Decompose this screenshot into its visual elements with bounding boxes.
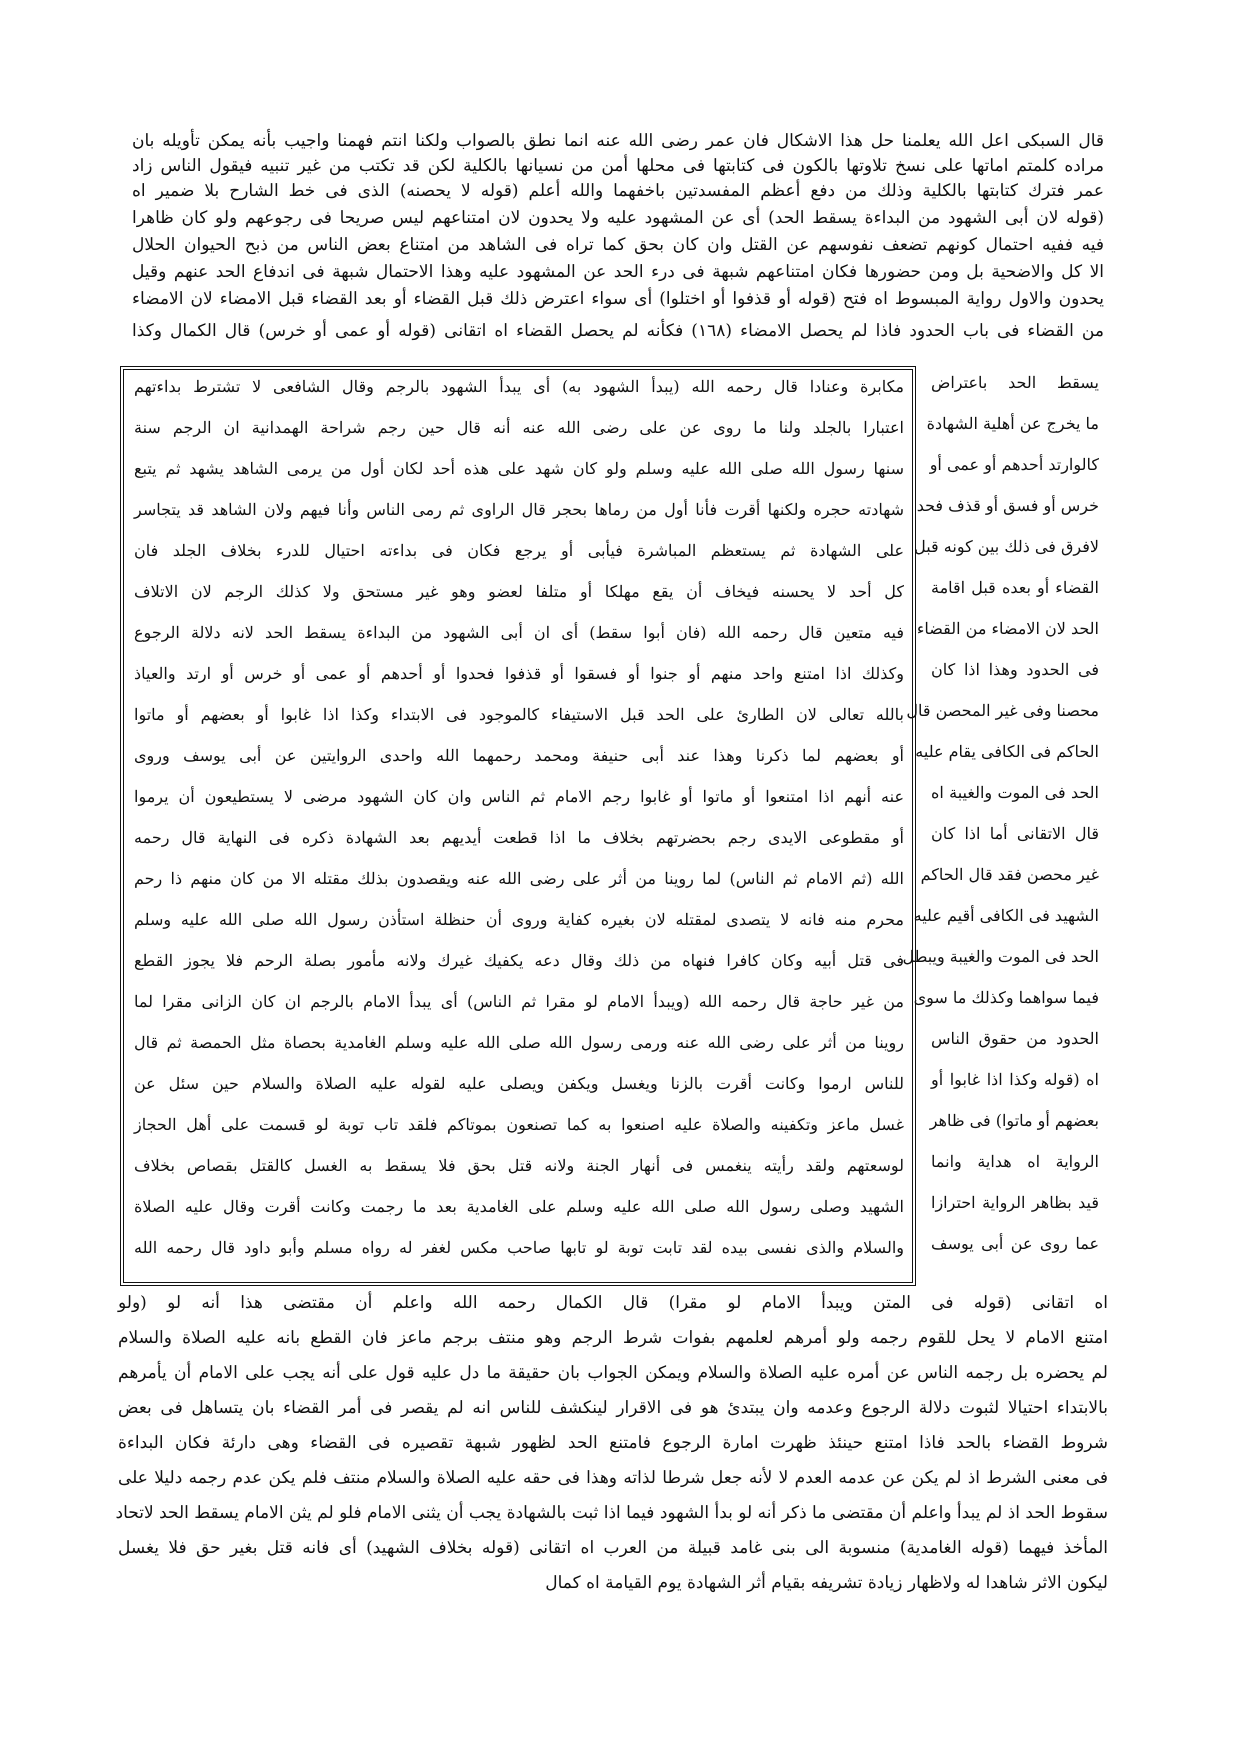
margin-note-line: عما روى عن أبى يوسف: [931, 1234, 1099, 1253]
main-text-line: للناس ارموا وكانت أقرت بالزنا ويغسل ويكفن ويصلى عليه لقوله عليه الصلاة والسلام حين سئل عن: [134, 1074, 905, 1093]
main-text-line: فيه متعين قال رحمه الله (فان أبوا سقط) أى ان أبى الشهود من البداءة يسقط الحد لانه دلالة الرجوع: [134, 623, 904, 642]
margin-note-line: خرس أو فسق أو قذف فحد: [916, 496, 1099, 515]
margin-note-line: الحدود من حقوق الناس: [931, 1029, 1099, 1048]
main-text-line: بالله تعالى لان الطارئ على الحد قبل الاستيفاء كالموجود فى الابتداء وكذا اذا غابوا أو بعضهم أو ماتوا: [134, 705, 904, 724]
main-text-line: عنه أنهم اذا امتنعوا أو ماتوا أو غابوا رجم الامام ثم الناس وان كان الشهود مرضى لا يستطيعون أن يرموا: [134, 787, 904, 806]
commentary-line: عمر فترك كتابتها بالكلية وذلك من دفع أعظم المفسدتين باخفهما والله أعلم (قوله لا يحصنه) الذى فى خط الشارح بلا ضمير اه: [132, 181, 1104, 201]
commentary-line: سقوط الحد اذ لم يبدأ واعلم أن مقتضى ما ذكر أنه لو بدأ الشهود فيما اذا ثبت بالشهادة يجب أن يثنى الامام فلو لم يثن الامام يسقط الحد لاتحاد: [115, 1503, 1108, 1523]
margin-note-line: محصنا وفى غير المحصن قال: [906, 701, 1099, 720]
main-text-line: أو مقطوعى الايدى رجم بحضرتهم بخلاف ما اذا قطعت أيديهم بعد الشهادة ذكره فى النهاية قال رحمه: [134, 828, 904, 847]
margin-note-line: الحاكم فى الكافى يقام عليه: [915, 742, 1099, 761]
margin-note-line: غير محصن فقد قال الحاكم: [920, 865, 1099, 884]
margin-note-line: ما يخرج عن أهلية الشهادة: [926, 414, 1099, 433]
main-text-line: من غير حاجة قال رحمه الله (ويبدأ الامام لو مقرا ثم الناس) أى يبدأ الامام بالرجم ان كان الزانى مقرا لما: [134, 992, 904, 1011]
main-text-line: شهادته حجره ولكنها أقرت فأنا أول من رماها بحجر قال الراوى ثم رمى الناس وأنا فيهم ولان الشاهد قد يتجاسر: [134, 500, 904, 519]
main-text-line: على الشهادة ثم يستعظم المباشرة فيأبى أو يرجع فكان فى بداءته احتيال للدرء بخلاف الجلد فان: [134, 541, 904, 560]
commentary-line: مراده كلمتم اماتها على نسخ تلاوتها بالكون فى كتابتها فى محلها أمن من نسيانها بالكلية لكن قد تكتب من غير تنبيه فيقول الناس زاد: [132, 156, 1104, 176]
commentary-line: اه اتقانى (قوله فى المتن ويبدأ الامام لو مقرا) قال الكمال رحمه الله واعلم أن مقتضى هذا أنه لو (ولو: [118, 1293, 1108, 1313]
main-text-line: وكذلك اذا امتنع واحد منهم أو جنوا أو فسقوا أو قذفوا فحدوا أو أحدهم أو عمى أو خرس أو ارتد والعياذ: [134, 664, 904, 683]
margin-note-line: يسقط الحد باعتراض: [931, 373, 1099, 392]
margin-note-line: بعضهم أو ماتوا) فى ظاهر: [929, 1111, 1099, 1130]
main-text-line: كل أحد لا يحسنه فيخاف أن يقع مهلكا أو متلفا لعضو وهو غير مستحق ولا كذلك الرجم لان الاتلاف: [134, 582, 905, 601]
commentary-line: امتنع الامام لا يحل للقوم رجمه ولو أمرهم لعلمهم بفوات شرط الرجم وهو منتف برجم ماعز فان القطع بانه عليه الصلاة والسلام: [118, 1328, 1108, 1348]
margin-note-line: الحد فى الموت والغيبة ويبطل: [902, 947, 1099, 966]
main-text-frame: [120, 366, 916, 1286]
main-text-line: والسلام والذى نفسى بيده لقد تابت توبة لو تابها صاحب مكس لغفر له رواه مسلم وأبو داود قال رحمه الله: [134, 1238, 904, 1257]
commentary-line: بالابتداء احتيالا لثبوت دلالة الرجوع وعدمه وان يبتدئ هو فى الاقرار لينكشف للناس انه لم يقصر فى أمر القضاء بان يتساهل فى بعض: [118, 1398, 1108, 1418]
commentary-line: فى معنى الشرط اذ لم يكن عن عدمه العدم لا لأنه جعل شرطا لذاته وهذا فى حقه عليه الصلاة والسلام منتف فلم يكن عدم رجمه دليلا على: [118, 1468, 1108, 1488]
margin-note-line: فى الحدود وهذا اذا كان: [931, 660, 1099, 679]
main-text-line: الشهيد وصلى رسول الله صلى الله عليه وسلم على الغامدية بعد ما رجمت وكانت أقرت وقال عليه الصلاة: [134, 1197, 904, 1216]
commentary-line: الا كل والاضحية بل ومن حضورها فكان امتناعهم شبهة فى درء الحد عن المشهود عليه وهذا الاحتمال شبهة فى اندفاع الحد عنهم وقيل: [132, 262, 1104, 282]
main-text-line: محرم منه فانه لا يتصدى لمقتله لان بغيره كفاية وروى أن حنظلة استأذن رسول الله صلى الله عليه وسلم: [134, 910, 904, 929]
commentary-line: ليكون الاثر شاهدا له ولاظهار زيادة تشريفه بقيام أثر الشهادة يوم القيامة اه كمال: [545, 1573, 1108, 1593]
main-text-line: سنها رسول الله صلى الله عليه وسلم ولو كان شهد على هذه أحد لكان أول من يرمى الشاهد يشهد ثم يتبع: [134, 459, 904, 478]
margin-note-line: الرواية اه هداية وانما: [931, 1152, 1099, 1171]
margin-note-line: قيد بظاهر الرواية احترازا: [931, 1193, 1099, 1212]
main-text-line: الله (ثم الامام ثم الناس) لما روينا من أثر على رضى الله عنه ويقصدون بذلك مقتله الا من كان منهم ذا رحم: [134, 869, 904, 888]
margin-note-line: الشهيد فى الكافى أقيم عليه: [913, 906, 1099, 925]
commentary-line: (قوله لان أبى الشهود من البداءة يسقط الحد) أى عن المشهود عليه ولا يحدون لان امتناعهم ليس صريحا فى رجوعهم ولو كان ظاهرا: [132, 208, 1104, 228]
main-text-line: لوسعتهم ولقد رأيته ينغمس فى أنهار الجنة ولانه قتل بحق فلا يسقط به الغسل كالقتل بقصاص بخلاف: [134, 1156, 904, 1175]
main-text-line: مكابرة وعنادا قال رحمه الله (يبدأ الشهود به) أى يبدأ الشهود بالرجم وقال الشافعى لا تشترط بداءتهم: [134, 377, 904, 396]
main-text-line: أو بعضهم لما ذكرنا وهذا عند أبى حنيفة ومحمد رحمهما الله واحدى الروايتين عن أبى يوسف وروى: [134, 746, 904, 765]
margin-note-line: كالوارتد أحدهم أو عمى أو: [929, 455, 1099, 474]
margin-note-line: القضاء أو بعده قبل اقامة: [931, 578, 1099, 597]
margin-note-line: فيما سواهما وكذلك ما سوى: [913, 988, 1099, 1007]
commentary-line: لم يحضره بل رجمه الناس عن أمره عليه الصلاة والسلام ويمكن الجواب بان حقيقة ما دل عليه قول على أنه يجب على الامام أن يأمرهم: [118, 1363, 1108, 1383]
main-text-line: غسل ماعز وتكفينه والصلاة عليه اصنعوا به كما تصنعون بموتاكم فلقد تاب توبة لو قسمت على أهل الحجاز: [134, 1115, 904, 1134]
margin-note-line: الحد فى الموت والغيبة اه: [931, 783, 1099, 802]
margin-note-line: لافرق فى ذلك بين كونه قبل: [914, 537, 1099, 556]
margin-note-line: الحد لان الامضاء من القضاء: [916, 619, 1099, 638]
margin-note-line: قال الاتقانى أما اذا كان: [931, 824, 1099, 843]
commentary-line: من القضاء فى باب الحدود فاذا لم يحصل الامضاء (١٦٨) فكأنه لم يحصل القضاء اه اتقانى (قوله أو عمى أو خرس) قال الكمال وكذا: [132, 321, 1104, 341]
commentary-line: قال السبكى اعل الله يعلمنا حل هذا الاشكال فان عمر رضى الله عنه انما نطق بالصواب ولكنا انتم فهمنا واجيب بأنه يمكن تأويله بان: [132, 131, 1104, 151]
commentary-line: فيه ففيه احتمال كونهم تضعف نفوسهم عن القتل وان كان بحق كما تراه فى الشاهد من امتناع بعض الناس من ذبح الحيوان الحلال: [132, 235, 1104, 255]
commentary-line: يحدون والاول رواية المبسوط اه فتح (قوله أو قذفوا أو اختلوا) أى سواء اعترض ذلك قبل القضاء أو بعد القضاء قبل الامضاء لان الامضاء: [132, 289, 1104, 309]
commentary-line: المأخذ فيهما (قوله الغامدية) منسوبة الى بنى غامد قبيلة من العرب اه اتقانى (قوله بخلاف الشهيد) أى فانه قتل بغير حق فلا يغسل: [118, 1538, 1108, 1558]
margin-note-line: اه (قوله وكذا اذا غابوا أو: [931, 1070, 1099, 1089]
main-text-line: روينا من أثر على رضى الله عنه ورمى رسول الله صلى الله عليه وسلم الغامدية بحصاة مثل الحمصة ثم قال: [134, 1033, 904, 1052]
main-text-line: فى قتل أبيه وكان كافرا فنهاه من ذلك وقال دعه يكفيك غيرك ولانه مأمور بصلة الرحم فلا يجوز القطع: [134, 951, 904, 970]
commentary-line: شروط القضاء بالحد فاذا امتنع حينئذ ظهرت امارة الرجوع فامتنع الحد لظهور شبهة تقصيره فى القضاء وهى دارئة فكان البداءة: [118, 1433, 1108, 1453]
main-text-line: اعتبارا بالجلد ولنا ما روى عن على رضى الله عنه أنه قال حين رجم شراحة الهمدانية ان الرجم سنة: [134, 418, 904, 437]
